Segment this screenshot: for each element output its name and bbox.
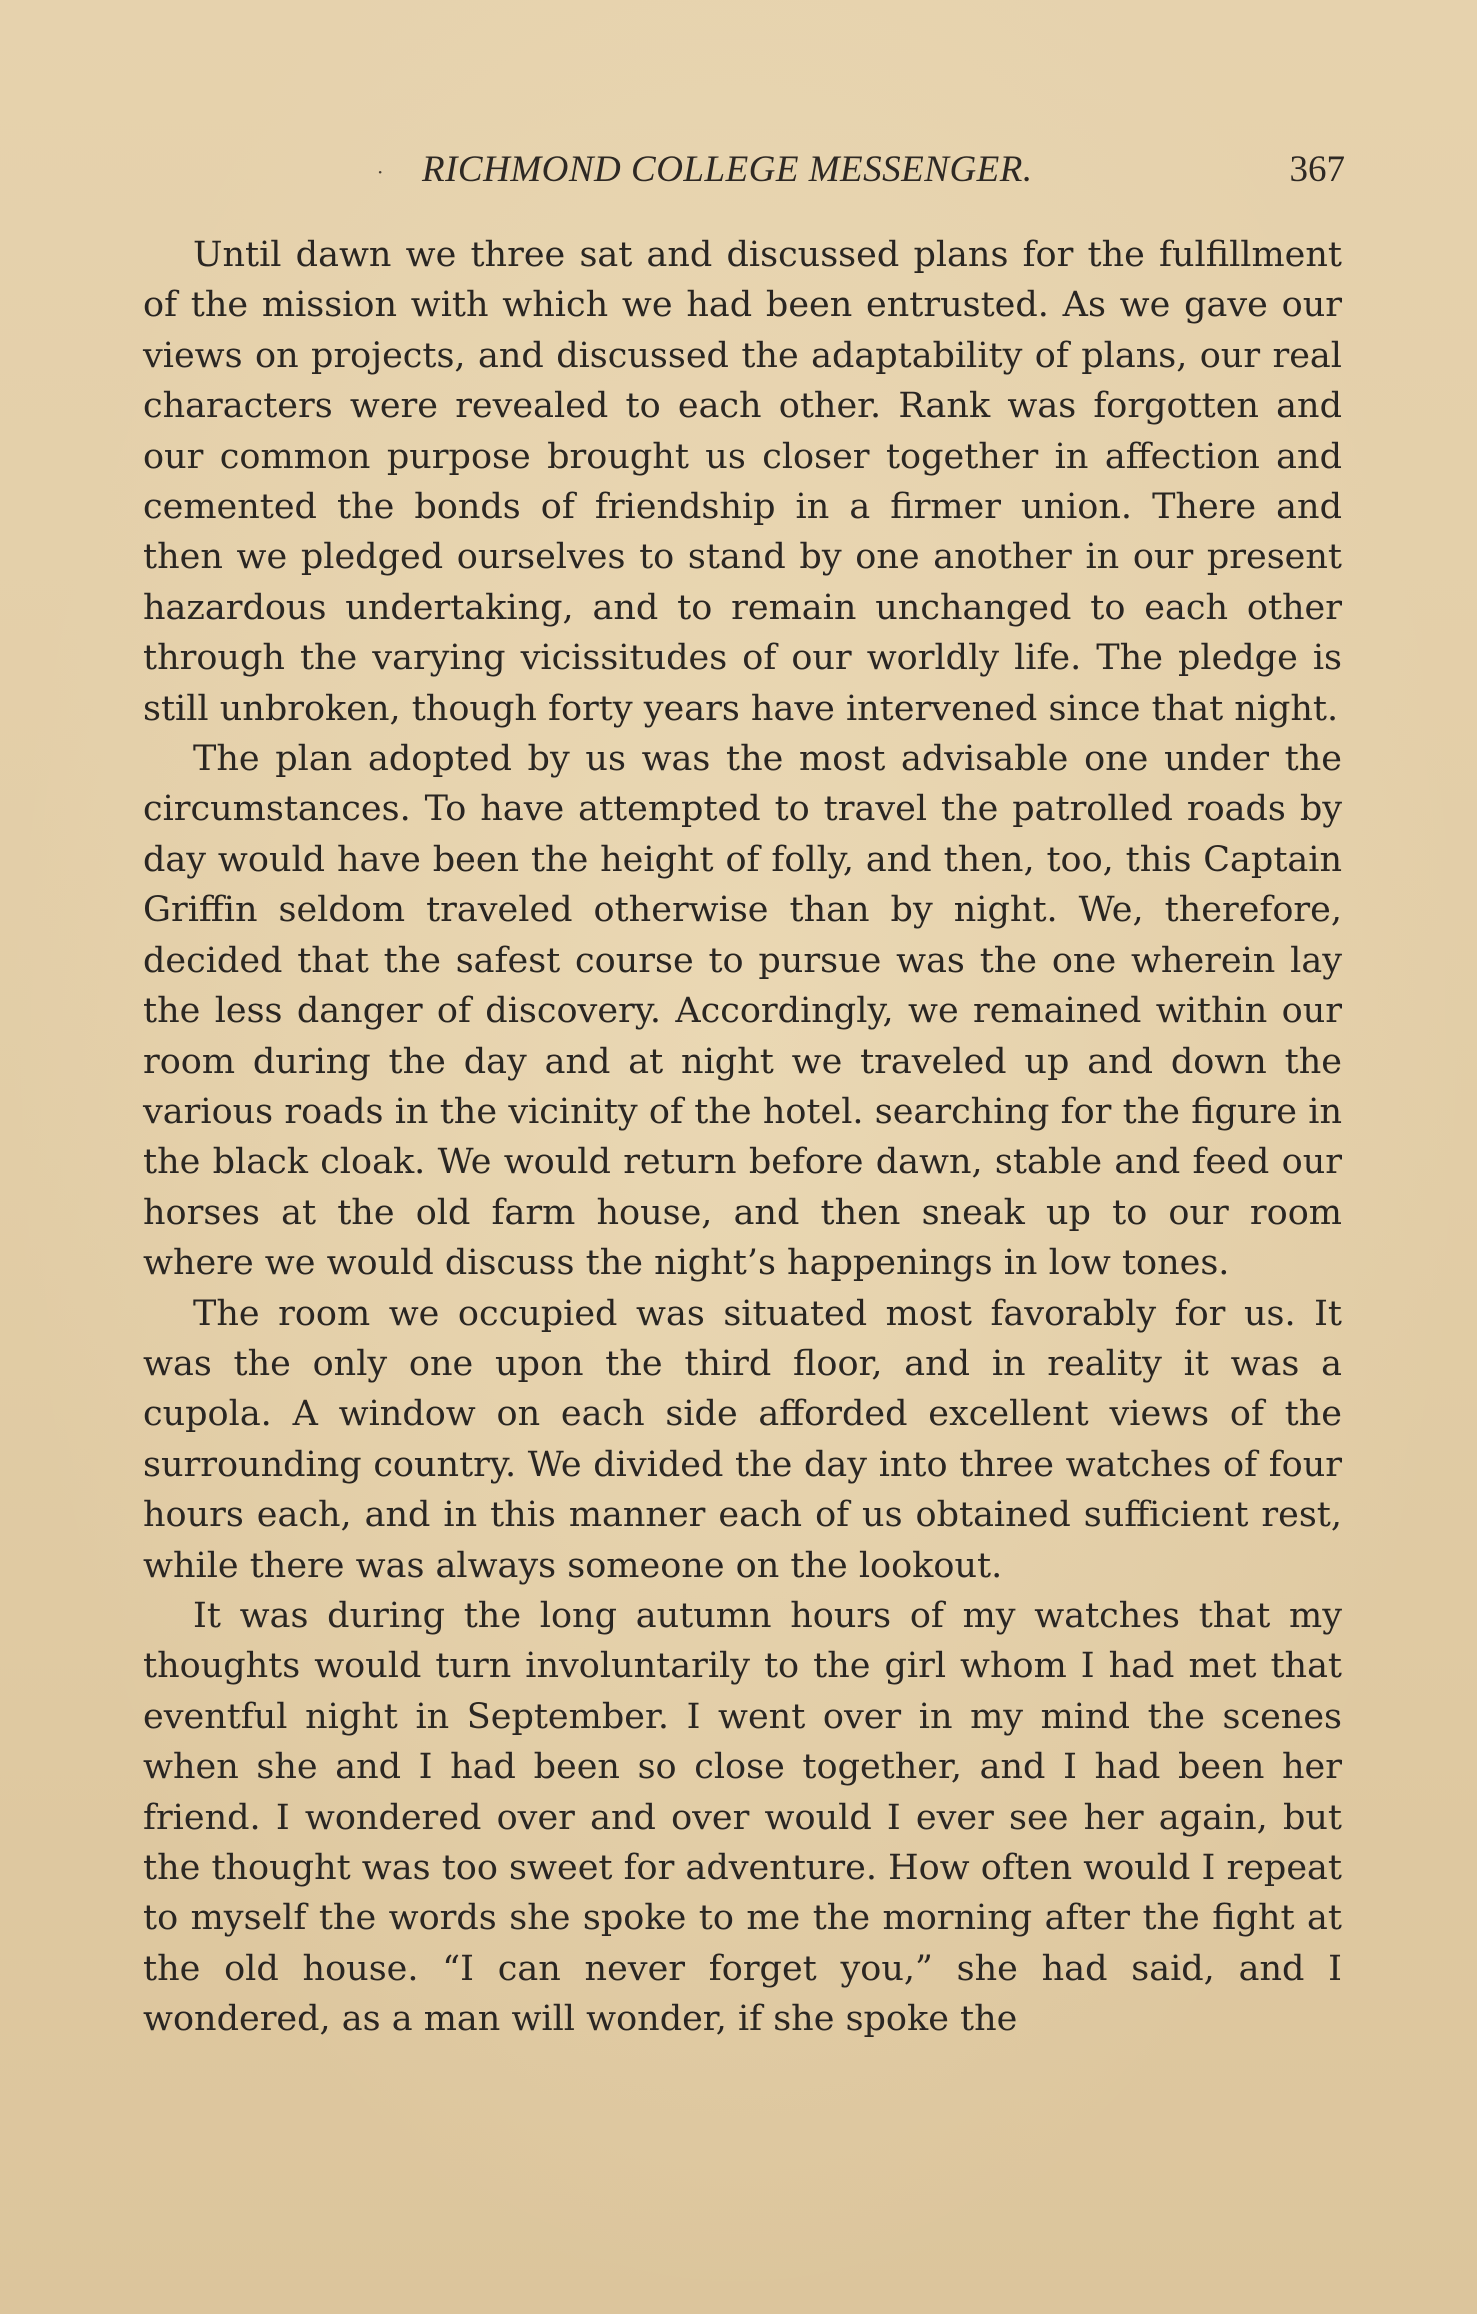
paragraph-3: The room we occupied was situated most favorably for us. It was the only one upon the third floor, and in reality it was a cupola. A window on each side afforded excellent views of the surrounding country. We divided the day into three watches of four hours each, and in this manner each of us obtained sufficient rest, while there was always someone on the lookout.	[143, 1293, 1342, 1586]
running-head	[140, 148, 1345, 198]
paragraph-4: It was during the long autumn hours of my watches that my thoughts would turn involuntarily to the girl whom I had met that eventful night in September. I went over in my mind the scenes when she and I had been so close together, and I had been her friend. I wondered over and over would I ever see her again, but the thought was too sweet for adventure. How often would I repeat to myself the words she spoke to me the morning after the fight at the old house. “I can never forget you,” she had said, and I wondered, as a man will wonder, if she spoke the	[143, 1595, 1342, 2040]
running-head-mark: ·	[377, 160, 384, 184]
page-number: 367	[1289, 149, 1345, 190]
running-head-title: RICHMOND COLLEGE MESSENGER.	[422, 149, 1033, 190]
body-text	[143, 230, 1342, 2045]
paragraph-2: The plan adopted by us was the most advisable one under the circumstances. To have attempted to travel the patrolled roads by day would have been the height of folly, and then, too, this Captain Griffin seldom traveled otherwise than by night. We, therefore, decided that the safest course to pursue was the one wherein lay the less danger of discovery. Accordingly, we remained within our room during the day and at night we traveled up and down the various roads in the vicinity of the hotel. searching for the figure in the black cloak. We would return before dawn, stable and feed our horses at the old farm house, and then sneak up to our room where we would discuss the night’s happenings in low tones.	[143, 739, 1342, 1284]
paragraph-1: Until dawn we three sat and discussed plans for the fulfillment of the mission with which we had been entrusted. As we gave our views on projects, and discussed the adaptability of plans, our real characters were revealed to each other. Rank was forgotten and our common purpose brought us closer together in affection and cemented the bonds of friendship in a firmer union. There and then we pledged ourselves to stand by one another in our present hazardous undertaking, and to remain unchanged to each other through the varying vicissitudes of our worldly life. The pledge is still unbroken, though forty years have intervened since that night.	[143, 235, 1342, 729]
